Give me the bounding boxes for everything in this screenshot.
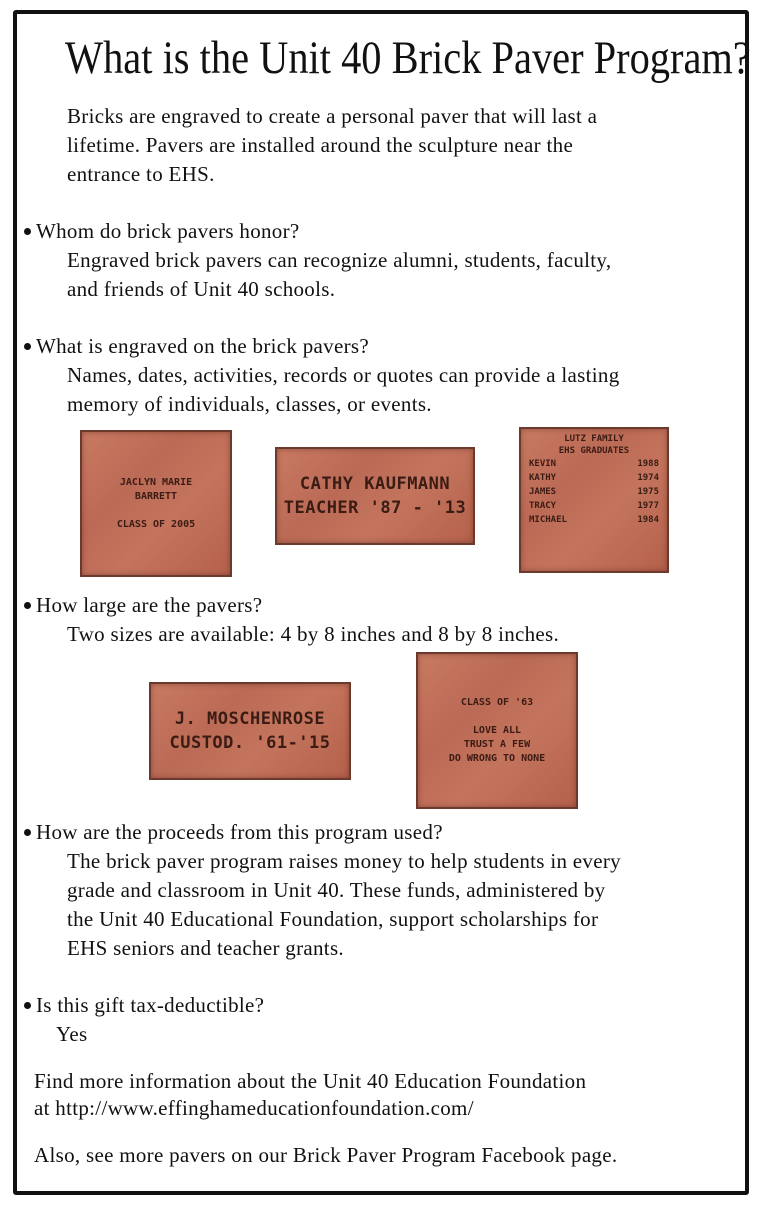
answer-proceeds-line-4: EHS seniors and teacher grants. xyxy=(67,936,344,960)
question-honor-text: Whom do brick pavers honor? xyxy=(36,219,300,243)
intro-line-2: lifetime. Pavers are installed around the sculpture near the xyxy=(67,133,574,157)
question-engraved-text: What is engraved on the brick pavers? xyxy=(36,334,369,358)
brick-text: LUTZ FAMILY xyxy=(564,434,624,444)
brick-row xyxy=(529,457,659,471)
brick-row xyxy=(529,499,659,513)
more-info-link[interactable]: at http://www.effinghameducationfoundation.com/ xyxy=(34,1096,474,1120)
intro-line-1: Bricks are engraved to create a personal paver that will last a xyxy=(67,104,598,128)
brick-text: 1974 xyxy=(637,473,659,483)
bullet-icon xyxy=(24,829,31,836)
answer-engraved-line-2: memory of individuals, classes, or events. xyxy=(67,392,432,416)
brick-text: CLASS OF 2005 xyxy=(116,518,196,530)
brick-text: TEACHER '87 - '13 xyxy=(283,498,467,518)
more-info-line-1: Find more information about the Unit 40 Education Foundation xyxy=(34,1069,587,1093)
brick-text: 1977 xyxy=(637,501,659,511)
answer-honor-line-2: and friends of Unit 40 schools. xyxy=(67,277,336,301)
bullet-icon xyxy=(24,228,31,235)
question-honor xyxy=(24,217,300,245)
question-proceeds-text: How are the proceeds from this program used? xyxy=(36,820,443,844)
bullet-icon xyxy=(24,343,31,350)
brick-paver-moschenrose xyxy=(149,682,351,780)
question-proceeds xyxy=(24,818,443,846)
brick-text: BARRETT xyxy=(134,490,178,502)
brick-text: 1988 xyxy=(637,459,659,469)
brick-text: CLASS OF '63 xyxy=(460,696,534,708)
brick-text: J. MOSCHENROSE xyxy=(174,709,326,729)
facebook-note: Also, see more pavers on our Brick Paver Program Facebook page. xyxy=(34,1143,618,1167)
answer-proceeds-line-1: The brick paver program raises money to help students in every xyxy=(67,849,621,873)
brick-text: LOVE ALL xyxy=(472,724,522,736)
brick-text: EHS GRADUATES xyxy=(558,446,630,456)
brick-text: CATHY KAUFMANN xyxy=(299,474,451,494)
brick-text: KEVIN xyxy=(529,459,557,469)
brick-text: CUSTOD. '61-'15 xyxy=(169,733,331,753)
bullet-icon xyxy=(24,602,31,609)
page-title: What is the Unit 40 Brick Paver Program? xyxy=(64,32,751,84)
brick-text: KATHY xyxy=(529,473,557,483)
question-size xyxy=(24,591,262,619)
question-size-text: How large are the pavers? xyxy=(36,593,263,617)
brick-text: 1984 xyxy=(637,515,659,525)
brick-paver-lutz-family xyxy=(519,427,669,573)
answer-tax-line-1: Yes xyxy=(56,1022,88,1046)
brick-paver-barrett xyxy=(80,430,232,577)
brick-text xyxy=(494,710,500,724)
brick-text: 1975 xyxy=(637,487,659,497)
question-engraved xyxy=(24,332,369,360)
brick-text: JACLYN MARIE xyxy=(119,476,193,488)
brick-text: TRACY xyxy=(529,501,557,511)
brick-paver-class-of-63 xyxy=(416,652,578,809)
answer-proceeds-line-3: the Unit 40 Educational Foundation, support scholarships for xyxy=(67,907,599,931)
brick-row xyxy=(529,485,659,499)
brick-text: MICHAEL xyxy=(529,515,567,525)
brick-paver-kaufmann xyxy=(275,447,475,545)
brick-text: JAMES xyxy=(529,487,557,497)
answer-size-line-1: Two sizes are available: 4 by 8 inches and 8 by 8 inches. xyxy=(67,622,560,646)
bullet-icon xyxy=(24,1002,31,1009)
brick-text xyxy=(153,504,159,518)
brick-text: DO WRONG TO NONE xyxy=(448,752,546,764)
answer-honor-line-1: Engraved brick pavers can recognize alumni, students, faculty, xyxy=(67,248,612,272)
brick-text: TRUST A FEW xyxy=(463,738,531,750)
brick-row xyxy=(529,471,659,485)
answer-proceeds-line-2: grade and classroom in Unit 40. These funds, administered by xyxy=(67,878,606,902)
question-tax xyxy=(24,991,264,1019)
brick-row xyxy=(529,513,659,527)
intro-line-3: entrance to EHS. xyxy=(67,162,215,186)
answer-engraved-line-1: Names, dates, activities, records or quotes can provide a lasting xyxy=(67,363,620,387)
question-tax-text: Is this gift tax-deductible? xyxy=(36,993,265,1017)
